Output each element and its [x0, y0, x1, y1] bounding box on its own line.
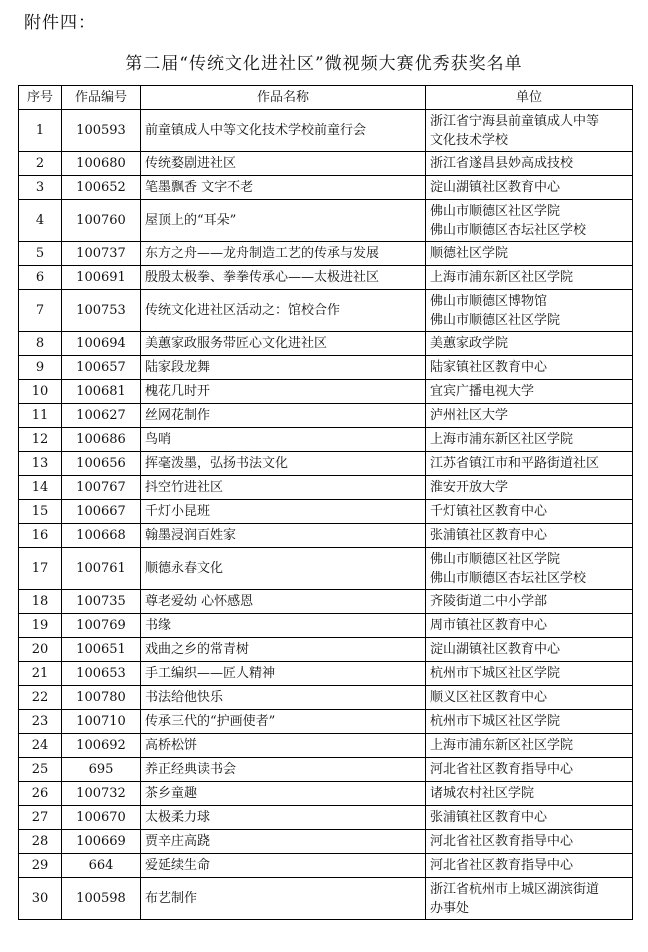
- row-work-code: 100710: [62, 710, 141, 734]
- row-unit-line: 张浦镇社区教育中心: [430, 810, 548, 825]
- row-unit: [426, 152, 633, 176]
- row-work-code: 100769: [62, 614, 141, 638]
- row-work-name: 布艺制作: [141, 878, 426, 920]
- row-work-name: 传承三代的“护画使者”: [141, 710, 426, 734]
- table-row: [19, 878, 633, 920]
- row-work-name: 传统文化进社区活动之：馆校合作: [141, 290, 426, 332]
- row-work-code: 100753: [62, 290, 141, 332]
- row-unit: [426, 758, 633, 782]
- row-unit-line: 佛山市顺德区社区学院: [430, 551, 561, 567]
- row-seq: 4: [19, 200, 62, 242]
- table-row: [19, 662, 633, 686]
- row-work-name: 爱延续生命: [141, 854, 426, 878]
- row-work-code: 100780: [62, 686, 141, 710]
- table-row: [19, 548, 633, 590]
- row-work-code: 100735: [62, 590, 141, 614]
- row-work-name: 顺德永春文化: [141, 548, 426, 590]
- row-work-name: 笔墨飘香 文字不老: [141, 176, 426, 200]
- table-row: [19, 176, 633, 200]
- table-row: [19, 266, 633, 290]
- row-work-code: 100657: [62, 356, 141, 380]
- row-seq: 6: [19, 266, 62, 290]
- table-row: [19, 854, 633, 878]
- row-unit-line: 上海市浦东新区社区学院: [430, 270, 574, 285]
- row-unit-line: 美蕙家政学院: [430, 336, 509, 351]
- table-row: [19, 290, 633, 332]
- table-row: [19, 734, 633, 758]
- column-header-name: 作品名称: [141, 86, 426, 110]
- row-work-code: 100598: [62, 878, 141, 920]
- table-row: [19, 500, 633, 524]
- row-seq: 11: [19, 404, 62, 428]
- row-work-code: 100627: [62, 404, 141, 428]
- row-unit: [426, 734, 633, 758]
- row-work-code: 100593: [62, 110, 141, 152]
- table-row: [19, 782, 633, 806]
- table-row: [19, 590, 633, 614]
- table-row: [19, 380, 633, 404]
- row-work-name: 槐花几时开: [141, 380, 426, 404]
- row-work-name: 书缘: [141, 614, 426, 638]
- row-unit: [426, 830, 633, 854]
- row-seq: 27: [19, 806, 62, 830]
- row-seq: 26: [19, 782, 62, 806]
- row-unit-line: 泸州社区大学: [430, 408, 509, 423]
- row-unit: [426, 524, 633, 548]
- row-unit-line: 千灯镇社区教育中心: [430, 504, 548, 519]
- row-unit-line: 上海市浦东新区社区学院: [430, 738, 574, 753]
- row-unit: [426, 638, 633, 662]
- row-work-code: 664: [62, 854, 141, 878]
- row-unit-line: 文化技术学校: [430, 132, 509, 148]
- table-row: [19, 242, 633, 266]
- row-unit: [426, 242, 633, 266]
- row-work-name: 美蕙家政服务带匠心文化进社区: [141, 332, 426, 356]
- row-unit: [426, 590, 633, 614]
- table-row: [19, 404, 633, 428]
- row-work-code: 100680: [62, 152, 141, 176]
- row-seq: 19: [19, 614, 62, 638]
- table-row: [19, 476, 633, 500]
- row-seq: 16: [19, 524, 62, 548]
- table-row: [19, 356, 633, 380]
- row-work-name: 屋顶上的“耳朵”: [141, 200, 426, 242]
- row-work-code: 100669: [62, 830, 141, 854]
- row-seq: 15: [19, 500, 62, 524]
- row-unit-line: 周市镇社区教育中心: [430, 618, 548, 633]
- row-seq: 21: [19, 662, 62, 686]
- row-unit-line: 诸城农村社区学院: [430, 786, 535, 801]
- row-seq: 8: [19, 332, 62, 356]
- row-work-code: 100694: [62, 332, 141, 356]
- award-list-table: [18, 85, 633, 920]
- row-unit-line: 顺义区社区教育中心: [430, 690, 548, 705]
- table-row: [19, 806, 633, 830]
- row-seq: 28: [19, 830, 62, 854]
- row-unit: [426, 452, 633, 476]
- table-body: [19, 110, 633, 920]
- row-unit-line: 江苏省镇江市和平路街道社区: [430, 456, 600, 471]
- row-seq: 1: [19, 110, 62, 152]
- row-seq: 17: [19, 548, 62, 590]
- row-work-name: 高桥松饼: [141, 734, 426, 758]
- row-unit: [426, 356, 633, 380]
- row-unit: [426, 878, 633, 920]
- row-unit: [426, 428, 633, 452]
- column-header-unit: 单位: [426, 86, 633, 110]
- table-row: [19, 452, 633, 476]
- row-work-name: 贾辛庄高跷: [141, 830, 426, 854]
- row-work-name: 书法给他快乐: [141, 686, 426, 710]
- document-title: 第二届“传统文化进社区”微视频大赛优秀获奖名单: [125, 54, 523, 74]
- row-work-name: 丝网花制作: [141, 404, 426, 428]
- row-unit-line: 杭州市下城区社区学院: [430, 666, 561, 681]
- row-unit-line: 浙江省宁海县前童镇成人中等: [430, 113, 600, 129]
- row-work-name: 鸟哨: [141, 428, 426, 452]
- table-row: [19, 200, 633, 242]
- row-unit-line: 佛山市顺德区社区学院: [430, 203, 561, 219]
- row-unit-line: 佛山市顺德区社区学院: [430, 312, 561, 328]
- row-unit: [426, 200, 633, 242]
- row-unit: [426, 110, 633, 152]
- row-work-code: 100653: [62, 662, 141, 686]
- row-unit: [426, 614, 633, 638]
- row-work-name: 茶乡童趣: [141, 782, 426, 806]
- row-unit-line: 张浦镇社区教育中心: [430, 528, 548, 543]
- row-seq: 10: [19, 380, 62, 404]
- table-row: [19, 638, 633, 662]
- row-work-name: 抖空竹进社区: [141, 476, 426, 500]
- row-unit: [426, 854, 633, 878]
- row-unit-line: 佛山市顺德区博物馆: [430, 293, 548, 309]
- table-row: [19, 830, 633, 854]
- table-row: [19, 614, 633, 638]
- row-seq: 3: [19, 176, 62, 200]
- row-seq: 13: [19, 452, 62, 476]
- row-unit-line: 淮安开放大学: [430, 480, 509, 495]
- row-unit-line: 河北省社区教育指导中心: [430, 858, 574, 873]
- attachment-label: 附件四：: [24, 13, 96, 33]
- row-work-code: 100667: [62, 500, 141, 524]
- table-header-row: [19, 86, 633, 110]
- row-work-code: 100692: [62, 734, 141, 758]
- row-unit: [426, 290, 633, 332]
- row-work-name: 养正经典读书会: [141, 758, 426, 782]
- row-unit: [426, 266, 633, 290]
- row-work-name: 挥毫泼墨，弘扬书法文化: [141, 452, 426, 476]
- row-seq: 29: [19, 854, 62, 878]
- row-seq: 2: [19, 152, 62, 176]
- table-row: [19, 758, 633, 782]
- row-unit: [426, 380, 633, 404]
- row-seq: 18: [19, 590, 62, 614]
- row-work-code: 100668: [62, 524, 141, 548]
- row-unit-line: 顺德社区学院: [430, 246, 509, 261]
- row-work-name: 尊老爱幼 心怀感恩: [141, 590, 426, 614]
- row-unit-line: 佛山市顺德区杏坛社区学校: [430, 570, 587, 586]
- row-work-code: 100760: [62, 200, 141, 242]
- row-unit: [426, 500, 633, 524]
- row-work-name: 千灯小昆班: [141, 500, 426, 524]
- row-seq: 30: [19, 878, 62, 920]
- row-unit: [426, 662, 633, 686]
- table-row: [19, 686, 633, 710]
- row-unit-line: 上海市浦东新区社区学院: [430, 432, 574, 447]
- row-work-code: 100652: [62, 176, 141, 200]
- row-unit: [426, 332, 633, 356]
- row-seq: 23: [19, 710, 62, 734]
- row-work-code: 100732: [62, 782, 141, 806]
- table-row: [19, 710, 633, 734]
- row-unit: [426, 476, 633, 500]
- row-unit-line: 淀山湖镇社区教育中心: [430, 180, 561, 195]
- row-seq: 12: [19, 428, 62, 452]
- row-work-name: 陆家段龙舞: [141, 356, 426, 380]
- row-seq: 7: [19, 290, 62, 332]
- row-seq: 9: [19, 356, 62, 380]
- row-work-code: 100681: [62, 380, 141, 404]
- row-unit: [426, 176, 633, 200]
- table-row: [19, 152, 633, 176]
- row-work-code: 100651: [62, 638, 141, 662]
- row-work-name: 手工编织——匠人精神: [141, 662, 426, 686]
- row-work-name: 殷殷太极拳、拳拳传承心——太极进社区: [141, 266, 426, 290]
- table-row: [19, 524, 633, 548]
- row-unit-line: 浙江省杭州市上城区湖滨街道: [430, 881, 600, 897]
- row-work-code: 100656: [62, 452, 141, 476]
- row-unit-line: 陆家镇社区教育中心: [430, 360, 548, 375]
- row-unit-line: 宜宾广播电视大学: [430, 384, 535, 399]
- row-seq: 25: [19, 758, 62, 782]
- row-seq: 20: [19, 638, 62, 662]
- row-unit-line: 河北省社区教育指导中心: [430, 762, 574, 777]
- row-work-code: 100691: [62, 266, 141, 290]
- row-unit: [426, 710, 633, 734]
- table-row: [19, 110, 633, 152]
- row-work-name: 东方之舟——龙舟制造工艺的传承与发展: [141, 242, 426, 266]
- table-row: [19, 428, 633, 452]
- row-work-name: 翰墨浸润百姓家: [141, 524, 426, 548]
- row-seq: 5: [19, 242, 62, 266]
- row-work-name: 戏曲之乡的常青树: [141, 638, 426, 662]
- table-row: [19, 332, 633, 356]
- row-work-name: 太极柔力球: [141, 806, 426, 830]
- row-unit: [426, 404, 633, 428]
- row-unit: [426, 686, 633, 710]
- row-unit: [426, 782, 633, 806]
- row-unit: [426, 806, 633, 830]
- row-unit-line: 杭州市下城区社区学院: [430, 714, 561, 729]
- row-work-code: 100670: [62, 806, 141, 830]
- row-work-code: 695: [62, 758, 141, 782]
- row-seq: 22: [19, 686, 62, 710]
- row-work-code: 100686: [62, 428, 141, 452]
- row-unit-line: 河北省社区教育指导中心: [430, 834, 574, 849]
- row-unit-line: 浙江省遂昌县妙高成技校: [430, 156, 574, 171]
- row-work-code: 100767: [62, 476, 141, 500]
- row-work-name: 传统婺剧进社区: [141, 152, 426, 176]
- row-unit-line: 佛山市顺德区杏坛社区学校: [430, 222, 587, 238]
- column-header-seq: 序号: [19, 86, 62, 110]
- row-unit-line: 淀山湖镇社区教育中心: [430, 642, 561, 657]
- row-work-code: 100761: [62, 548, 141, 590]
- column-header-code: 作品编号: [62, 86, 141, 110]
- row-seq: 24: [19, 734, 62, 758]
- row-work-code: 100737: [62, 242, 141, 266]
- row-unit: [426, 548, 633, 590]
- row-unit-line: 齐陵街道二中小学部: [430, 594, 548, 609]
- row-seq: 14: [19, 476, 62, 500]
- row-unit-line: 办事处: [430, 900, 470, 916]
- row-work-name: 前童镇成人中等文化技术学校前童行会: [141, 110, 426, 152]
